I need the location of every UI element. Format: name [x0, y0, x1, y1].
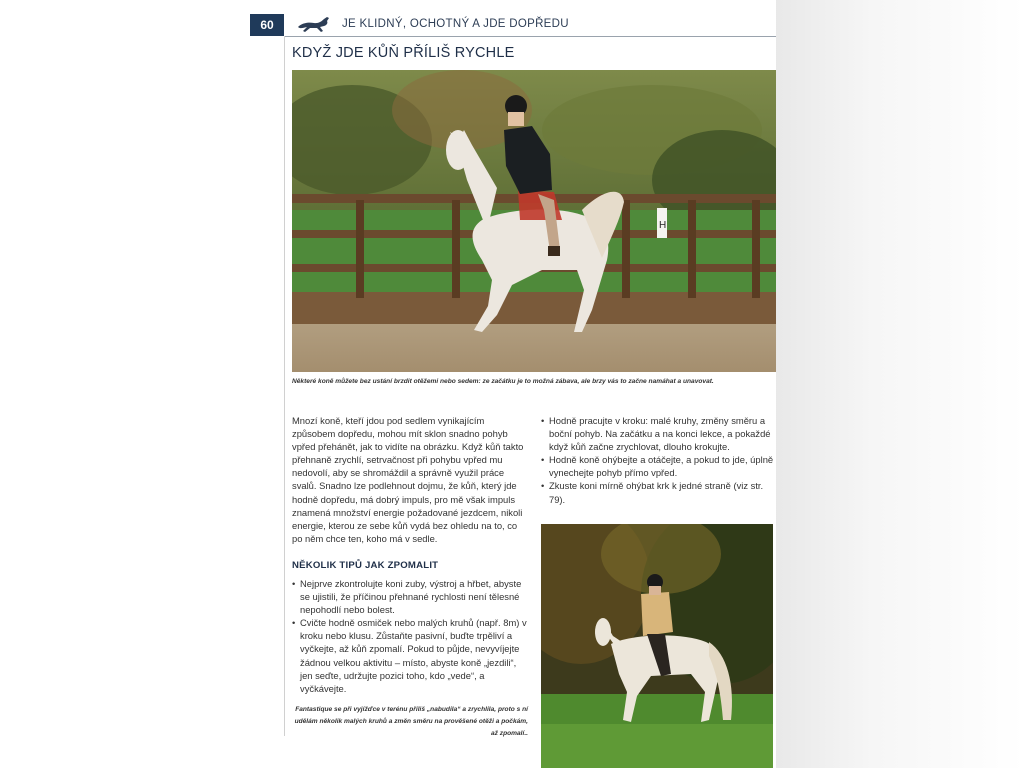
tips-subheading: NĚKOLIK TIPŮ JAK ZPOMALIT — [292, 560, 439, 571]
body-paragraph: Mnozí koně, kteří jdou pod sedlem vynikajícím způsobem dopředu, mohou mít sklon snadno pohyb vpřed přehánět, jak to vidíte na obrázku. Když kůň takto přehnaně zrychlí, setrvačnost při pohybu vpřed mu nedovolí, aby se shromáždil a správně využil práce svalů. Snadno lze podlehnout dojmu, že kůň, který jde hodně dopředu, má dobrý impuls, pro mě však impuls znamená množství energie požadované jezdcem, nikoli energie, kterou ze sebe kůň vydá bez ohledu na to, co po něm chce ten, koho má v sedle. — [292, 415, 524, 544]
list-item: • Hodně koně ohýbejte a otáčejte, a pokud to jde, úplně vynechejte pohyb přímo vpřed. — [541, 453, 781, 479]
section-title: KDYŽ JDE KŮŇ PŘÍLIŠ RYCHLE — [292, 45, 515, 61]
small-photo-caption: Fantastique se při vyjížďce v terénu příliš „nabudila“ a zrychlila, proto s ní udělám několik malých kruhů a změn směru na prověšené otěži a počkám, až zpomalí.. — [294, 706, 528, 737]
photo-rider-on-grey-horse-field — [541, 524, 773, 768]
margin-rule — [284, 36, 285, 736]
svg-text:H: H — [659, 220, 667, 231]
running-horse-logo-icon — [294, 14, 334, 34]
main-photo-caption: Některé koně můžete bez ustání brzdit otěžemi nebo sedem: ze začátku je to možná zábava, ale brzy vás to začne namáhat a unavovat. — [292, 378, 714, 385]
tips-list — [292, 577, 528, 695]
list-item: • Cvičte hodně osmiček nebo malých kruhů (např. 8m) v kroku nebo klusu. Zůstaňte pasivní, buďte trpěliví a vyčkejte, až kůň zpomalí. Pokud to půjde, nevyvíjejte žádnou velkou aktivitu – místo, abyste koně „jezdili“, jen seďte, udržujte pozici toho, kdo „vede“, a vyčkávejte. — [292, 616, 528, 695]
running-head: JE KLIDNÝ, OCHOTNÝ A JDE DOPŘEDU — [342, 18, 569, 30]
header-rule — [284, 36, 776, 37]
right-column-bullets — [541, 414, 781, 506]
list-item: • Nejprve zkontrolujte koni zuby, výstroj a hřbet, abyste se ujistili, že příčinou přehnané rychlosti není tělesné nepohodlí nebo bolest. — [292, 577, 528, 616]
facing-page-edge — [772, 0, 1024, 768]
list-item: • Zkuste koni mírně ohýbat krk k jedné straně (viz str. 79). — [541, 479, 781, 505]
list-item: • Hodně pracujte v kroku: malé kruhy, změny směru a boční pohyb. Na začátku a na konci lekce, a pokaždé když kůň začne zrychlovat, dlouho krokujte. — [541, 414, 781, 453]
page-number: 60 — [250, 14, 284, 36]
photo-grey-horse-in-arena — [292, 70, 776, 372]
